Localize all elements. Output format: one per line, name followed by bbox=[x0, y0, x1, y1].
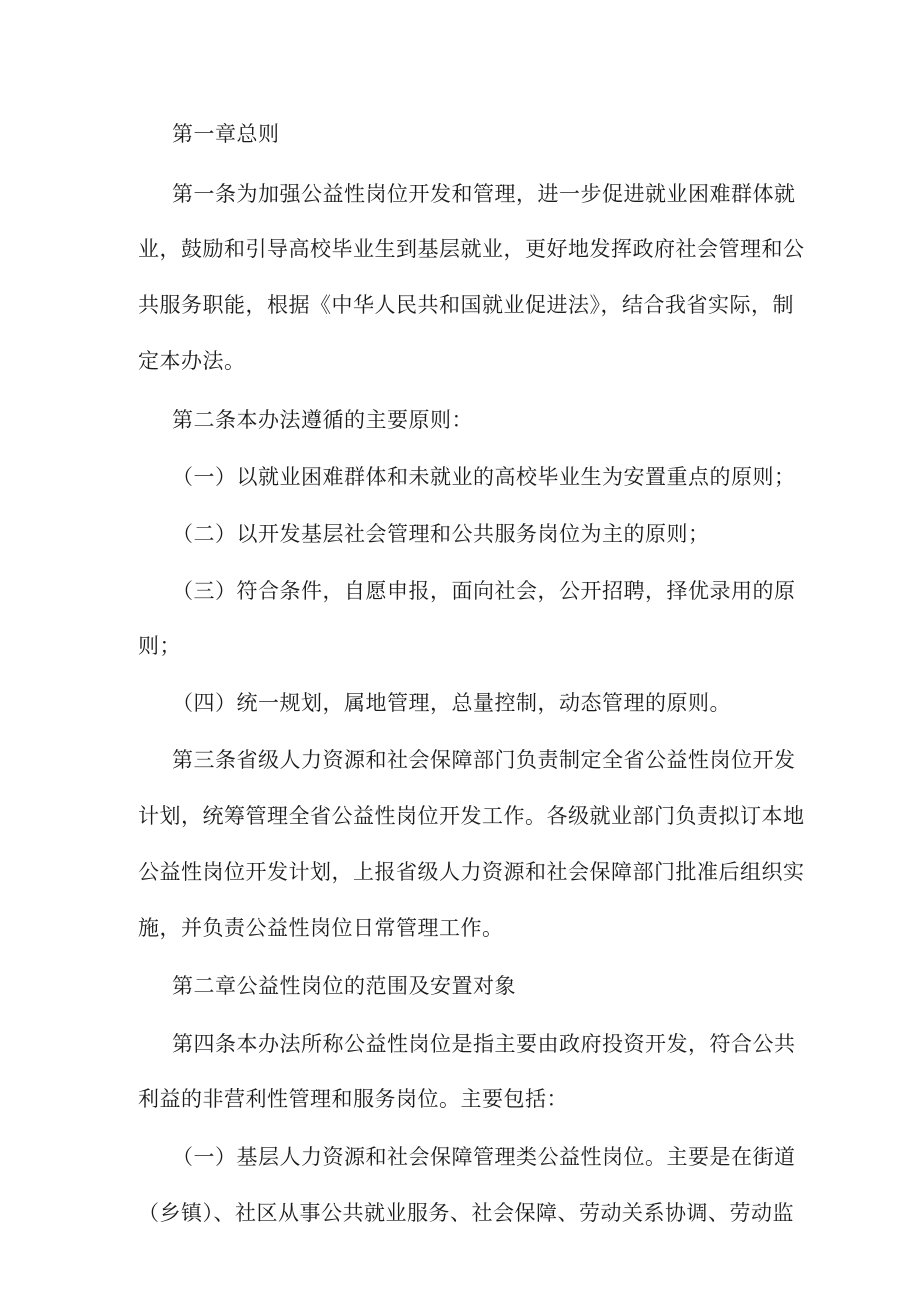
article-4-line-2: 利益的非营利性管理和服务岗位。主要包括： bbox=[138, 1087, 568, 1111]
principle-3-line-2: 则； bbox=[138, 634, 181, 658]
principle-3-line-1: （三）符合条件，自愿申报，面向社会，公开招聘，择优录用的原 bbox=[172, 579, 796, 603]
article-3-line-2: 计划，统筹管理全省公益性岗位开发工作。各级就业部门负责拟订本地 bbox=[138, 804, 805, 828]
article-1-line-4: 定本办法。 bbox=[138, 349, 246, 373]
chapter-heading-1: 第一章总则 bbox=[172, 122, 280, 146]
article-1-line-1: 第一条为加强公益性岗位开发和管理，进一步促进就业困难群体就 bbox=[172, 182, 796, 206]
principle-2: （二）以开发基层社会管理和公共服务岗位为主的原则； bbox=[172, 522, 710, 546]
article-4-line-1: 第四条本办法所称公益性岗位是指主要由政府投资开发，符合公共 bbox=[172, 1032, 796, 1056]
chapter-heading-2: 第二章公益性岗位的范围及安置对象 bbox=[172, 974, 516, 998]
article-4-item-1-line-1: （一）基层人力资源和社会保障管理类公益性岗位。主要是在街道 bbox=[172, 1145, 796, 1169]
article-4-item-1-line-2: （乡镇）、社区从事公共就业服务、社会保障、劳动关系协调、劳动监 bbox=[138, 1201, 794, 1225]
principle-4: （四）统一规划，属地管理，总量控制，动态管理的原则。 bbox=[172, 691, 731, 715]
article-2-heading: 第二条本办法遵循的主要原则： bbox=[172, 408, 473, 432]
article-3-line-1: 第三条省级人力资源和社会保障部门负责制定全省公益性岗位开发 bbox=[172, 748, 796, 772]
article-1-line-2: 业，鼓励和引导高校毕业生到基层就业，更好地发挥政府社会管理和公 bbox=[138, 237, 805, 261]
article-3-line-4: 施，并负责公益性岗位日常管理工作。 bbox=[138, 916, 504, 940]
article-1-line-3: 共服务职能，根据《中华人民共和国就业促进法》，结合我省实际，制 bbox=[138, 293, 794, 317]
article-3-line-3: 公益性岗位开发计划，上报省级人力资源和社会保障部门批准后组织实 bbox=[138, 860, 805, 884]
principle-1: （一）以就业困难群体和未就业的高校毕业生为安置重点的原则； bbox=[172, 465, 796, 489]
